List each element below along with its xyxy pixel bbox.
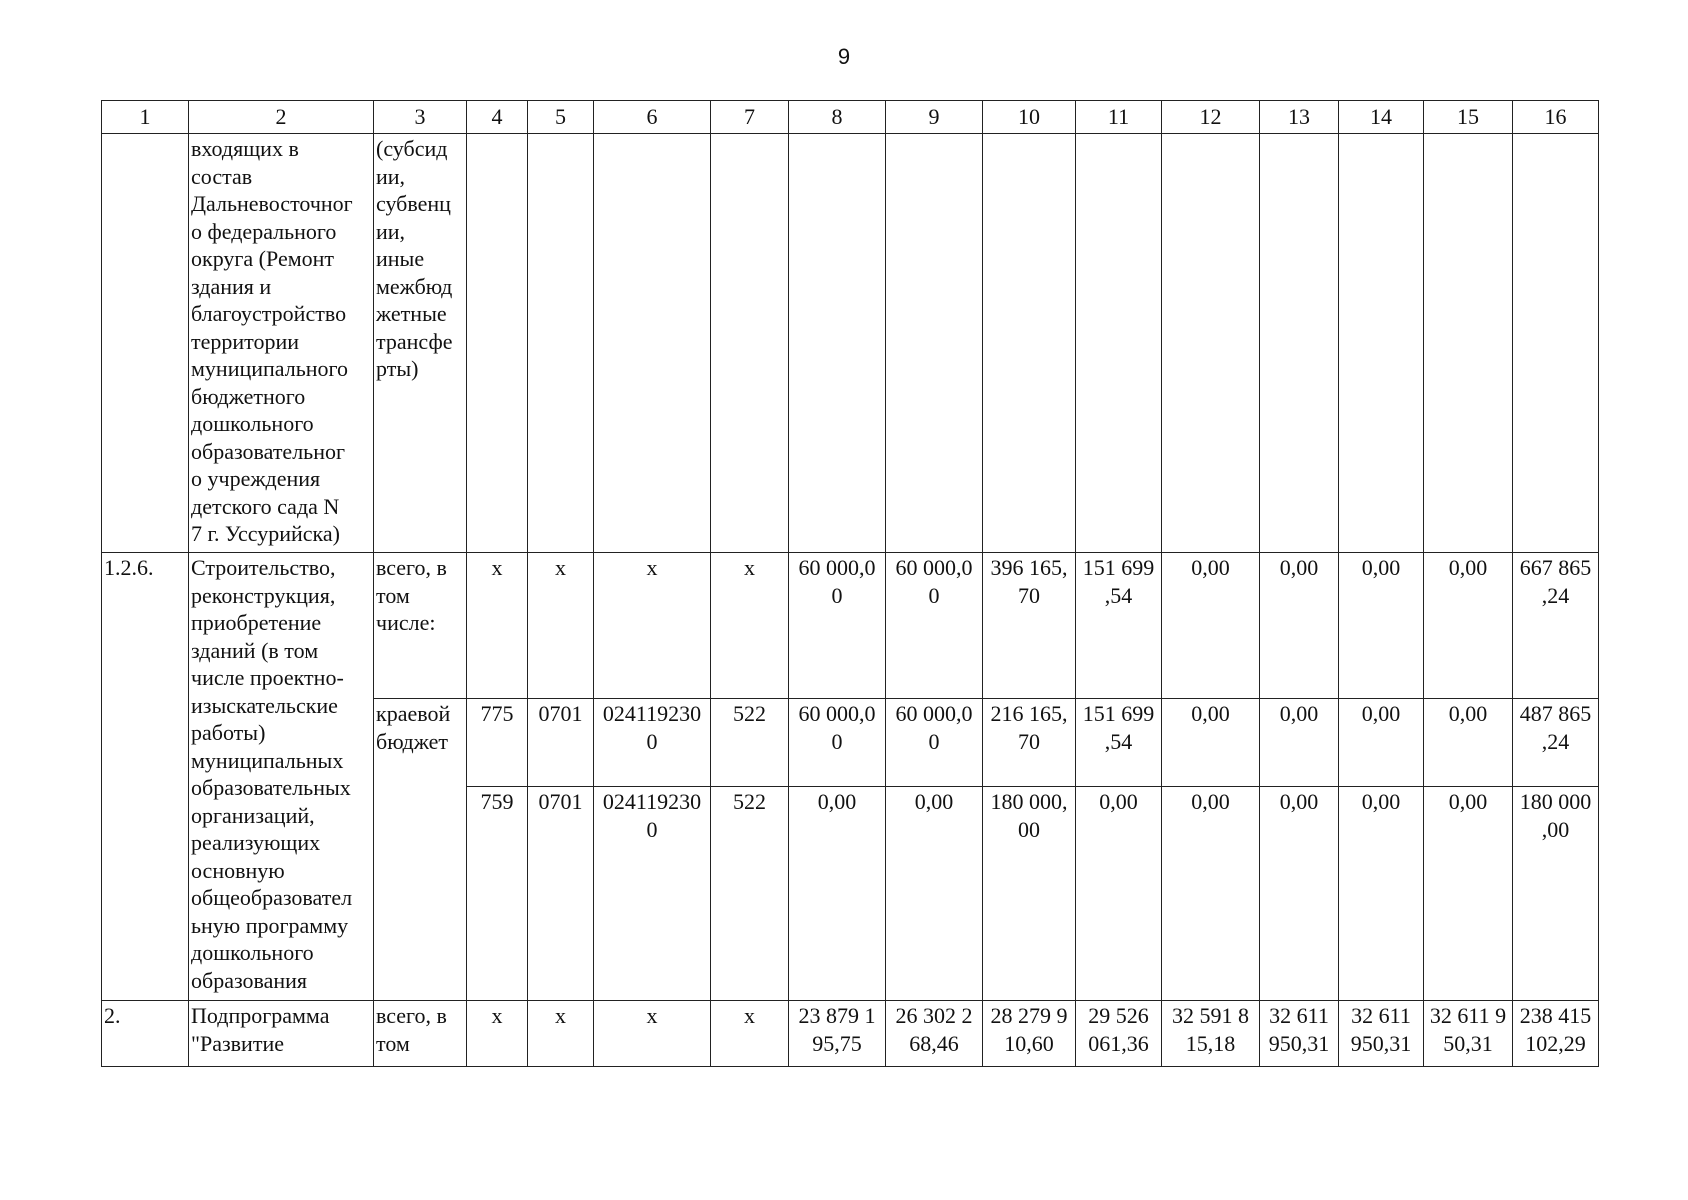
column-number-row xyxy=(102,101,1599,134)
amount-col-10: 28 279 9 10,60 xyxy=(983,1001,1076,1067)
cell-empty xyxy=(1076,134,1162,553)
column-number: 5 xyxy=(528,101,594,134)
section-code: 0701 xyxy=(528,787,594,1001)
column-number: 11 xyxy=(1076,101,1162,134)
amount-col-13: 0,00 xyxy=(1260,787,1339,1001)
amount-col-15: 0,00 xyxy=(1424,553,1513,699)
column-number: 2 xyxy=(189,101,374,134)
column-number: 7 xyxy=(711,101,789,134)
cell-empty xyxy=(789,134,886,553)
funding-source: всего, в том числе: xyxy=(374,553,467,699)
target-article-code: x xyxy=(594,1001,711,1067)
event-name: Подпрограмма "Развитие xyxy=(189,1001,374,1067)
column-number: 3 xyxy=(374,101,467,134)
amount-col-16: 487 865 ,24 xyxy=(1513,699,1599,787)
grbs-code: 775 xyxy=(467,699,528,787)
funding-source: краевой бюджет xyxy=(374,699,467,1001)
cell-empty xyxy=(1162,134,1260,553)
cell-empty xyxy=(467,134,528,553)
amount-col-9: 0,00 xyxy=(886,787,983,1001)
funding-source-continued: (субсид ии, субвенц ии, иные межбюд жетные трансфе рты) xyxy=(374,134,467,553)
amount-col-10: 216 165, 70 xyxy=(983,699,1076,787)
amount-col-8: 60 000,0 0 xyxy=(789,699,886,787)
cell-empty xyxy=(1339,134,1424,553)
grbs-code: x xyxy=(467,553,528,699)
amount-col-9: 60 000,0 0 xyxy=(886,553,983,699)
amount-col-12: 0,00 xyxy=(1162,787,1260,1001)
section-code: x xyxy=(528,1001,594,1067)
target-article-code: 024119230 0 xyxy=(594,787,711,1001)
amount-col-12: 32 591 8 15,18 xyxy=(1162,1001,1260,1067)
column-number: 12 xyxy=(1162,101,1260,134)
column-number: 14 xyxy=(1339,101,1424,134)
amount-col-14: 0,00 xyxy=(1339,787,1424,1001)
amount-col-13: 32 611 950,31 xyxy=(1260,1001,1339,1067)
cell-empty xyxy=(1260,134,1339,553)
column-number: 1 xyxy=(102,101,189,134)
amount-col-14: 0,00 xyxy=(1339,699,1424,787)
amount-col-8: 23 879 1 95,75 xyxy=(789,1001,886,1067)
expense-type-code: 522 xyxy=(711,699,789,787)
cell-empty xyxy=(102,134,189,553)
event-name-continued: входящих в состав Дальневосточног о федерального округа (Ремонт здания и благоустройство территории муниципального бюджетного дошкольного образовательног о учреждения детского сада N 7 г. Уссурийска) xyxy=(189,134,374,553)
cell-empty xyxy=(1424,134,1513,553)
expense-type-code: x xyxy=(711,553,789,699)
amount-col-8: 0,00 xyxy=(789,787,886,1001)
amount-col-11: 151 699 ,54 xyxy=(1076,699,1162,787)
amount-col-14: 32 611 950,31 xyxy=(1339,1001,1424,1067)
table-row-1-2-6-total xyxy=(102,553,1599,699)
grbs-code: x xyxy=(467,1001,528,1067)
amount-col-11: 151 699 ,54 xyxy=(1076,553,1162,699)
expense-type-code: x xyxy=(711,1001,789,1067)
amount-col-15: 0,00 xyxy=(1424,787,1513,1001)
table-row-continuation xyxy=(102,134,1599,553)
amount-col-16: 238 415 102,29 xyxy=(1513,1001,1599,1067)
amount-col-12: 0,00 xyxy=(1162,699,1260,787)
amount-col-8: 60 000,0 0 xyxy=(789,553,886,699)
amount-col-13: 0,00 xyxy=(1260,553,1339,699)
amount-col-9: 26 302 2 68,46 xyxy=(886,1001,983,1067)
grbs-code: 759 xyxy=(467,787,528,1001)
table-row-subprogram-2 xyxy=(102,1001,1599,1067)
budget-table xyxy=(101,100,1599,1067)
column-number: 9 xyxy=(886,101,983,134)
cell-empty xyxy=(983,134,1076,553)
column-number: 15 xyxy=(1424,101,1513,134)
event-name: Строительство, реконструкция, приобретение зданий (в том числе проектно- изыскательские работы) муниципальных образовательных организаций, реализующих основную общеобразовател ьную программу дошкольного образования xyxy=(189,553,374,1001)
column-number: 10 xyxy=(983,101,1076,134)
column-number: 6 xyxy=(594,101,711,134)
column-number: 4 xyxy=(467,101,528,134)
amount-col-13: 0,00 xyxy=(1260,699,1339,787)
amount-col-16: 667 865 ,24 xyxy=(1513,553,1599,699)
amount-col-12: 0,00 xyxy=(1162,553,1260,699)
target-article-code: x xyxy=(594,553,711,699)
page-number: 9 xyxy=(837,44,851,69)
amount-col-15: 0,00 xyxy=(1424,699,1513,787)
expense-type-code: 522 xyxy=(711,787,789,1001)
cell-empty xyxy=(594,134,711,553)
row-number: 2. xyxy=(102,1001,189,1067)
row-number: 1.2.6. xyxy=(102,553,189,1001)
cell-empty xyxy=(711,134,789,553)
section-code: x xyxy=(528,553,594,699)
cell-empty xyxy=(1513,134,1599,553)
column-number: 13 xyxy=(1260,101,1339,134)
amount-col-14: 0,00 xyxy=(1339,553,1424,699)
column-number: 16 xyxy=(1513,101,1599,134)
cell-empty xyxy=(528,134,594,553)
cell-empty xyxy=(886,134,983,553)
column-number: 8 xyxy=(789,101,886,134)
amount-col-15: 32 611 9 50,31 xyxy=(1424,1001,1513,1067)
amount-col-10: 396 165, 70 xyxy=(983,553,1076,699)
amount-col-11: 0,00 xyxy=(1076,787,1162,1001)
funding-source: всего, в том xyxy=(374,1001,467,1067)
section-code: 0701 xyxy=(528,699,594,787)
amount-col-9: 60 000,0 0 xyxy=(886,699,983,787)
target-article-code: 024119230 0 xyxy=(594,699,711,787)
amount-col-11: 29 526 061,36 xyxy=(1076,1001,1162,1067)
amount-col-16: 180 000 ,00 xyxy=(1513,787,1599,1001)
amount-col-10: 180 000, 00 xyxy=(983,787,1076,1001)
